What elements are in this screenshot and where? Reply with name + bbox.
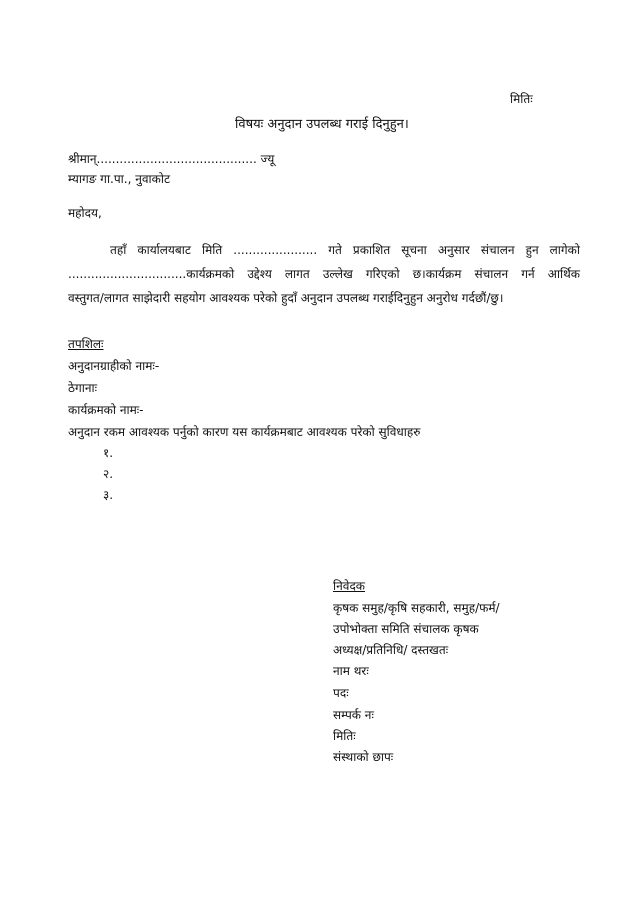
list-item: ३. bbox=[103, 488, 114, 502]
body-line: तहाँ कार्यालयबाट मिति ...................... गते प्रकाशित सूचना अनुसार संचालन हुन लागेको bbox=[110, 243, 580, 257]
addressee-line: श्रीमान्.......................................... ज्यू bbox=[68, 152, 275, 166]
details-heading: तपशिलः bbox=[68, 337, 104, 351]
organization-seal-field: संस्थाको छापः bbox=[333, 750, 394, 764]
signature-field: अध्यक्ष/प्रतिनिधि/ दस्तखतः bbox=[333, 643, 449, 657]
body-paragraph bbox=[68, 238, 580, 310]
salutation: महोदय, bbox=[68, 206, 102, 220]
name-field: नाम थरः bbox=[333, 664, 369, 678]
body-line: वस्तुगत/लागत साझेदारी सहयोग आवश्यक परेको हुदाँ अनुदान उपलब्ध गराईदिनुहुन अनुरोध गर्दछौं/छु। bbox=[68, 291, 504, 305]
list-item: १. bbox=[103, 446, 114, 460]
recipient-name-field: अनुदानग्राहीको नामः- bbox=[68, 359, 160, 373]
addressee-address: म्यागङ गा.पा., नुवाकोट bbox=[68, 172, 171, 186]
address-field: ठेगानाः bbox=[68, 381, 98, 395]
program-name-field: कार्यक्रमको नामः- bbox=[68, 403, 144, 417]
applicant-heading: निवेदक bbox=[333, 579, 366, 593]
position-field: पदः bbox=[333, 686, 349, 700]
applicant-line: कृषक समुह/कृषि सहकारी, समुह/फर्म/ bbox=[333, 601, 500, 615]
applicant-line: उपोभोक्ता समिति संचालक कृषक bbox=[333, 622, 479, 636]
date-label: मितिः bbox=[510, 92, 533, 106]
list-item: २. bbox=[103, 467, 114, 481]
reason-heading: अनुदान रकम आवश्यक पर्नुको कारण यस कार्यक्रमबाट आवश्यक परेको सुविधाहरु bbox=[68, 425, 421, 439]
applicant-date-field: मितिः bbox=[333, 729, 356, 743]
body-line: ...............................कार्यक्रमको उद्देश्य लागत उल्लेख गरिएको छ।कार्यक्रम संचालन गर्न आर्थिक bbox=[68, 267, 580, 281]
contact-field: सम्पर्क नः bbox=[333, 708, 374, 722]
subject-line: विषयः अनुदान उपलब्ध गराई दिनुहुन। bbox=[235, 117, 409, 132]
